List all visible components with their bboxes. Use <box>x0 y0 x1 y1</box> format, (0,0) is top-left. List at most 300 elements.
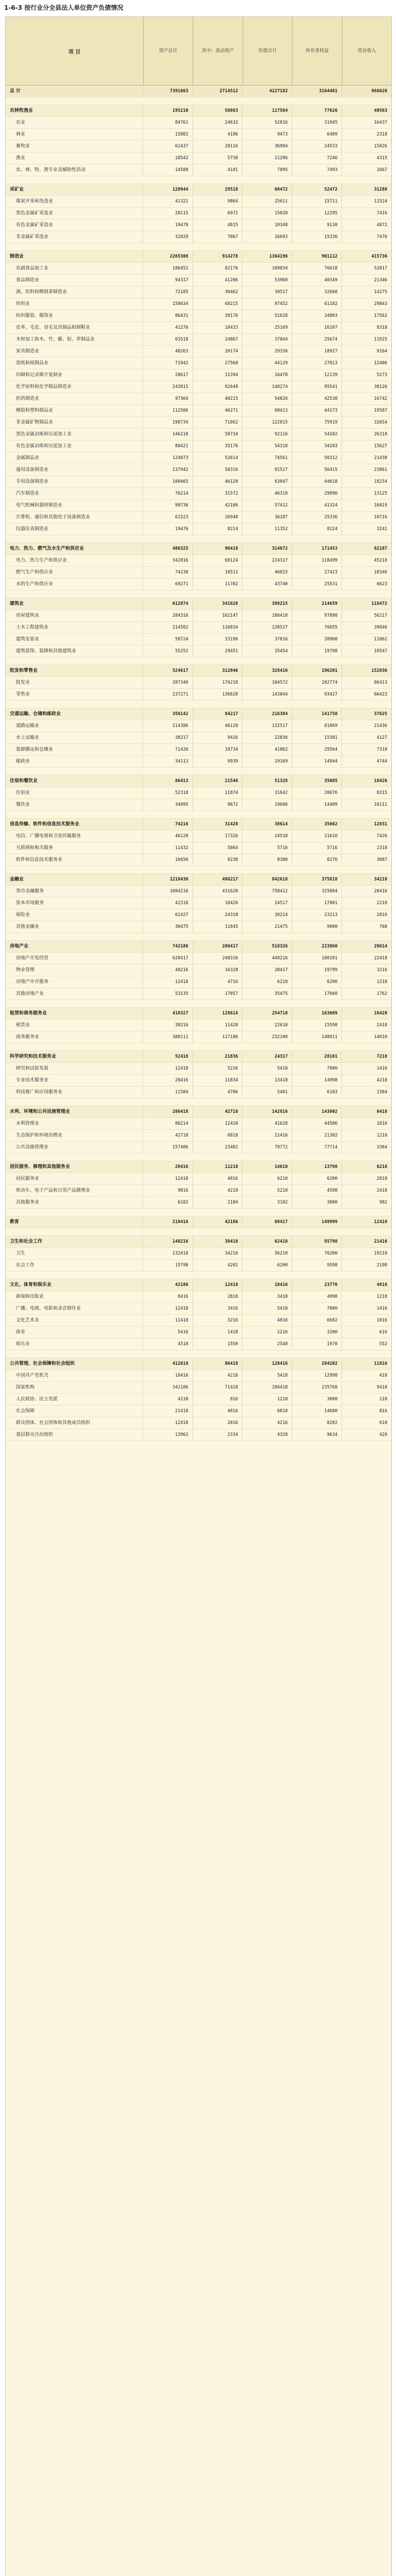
table-cell: 42318 <box>143 897 193 909</box>
table-cell: 163609 <box>292 1008 342 1019</box>
table-cell: 412618 <box>143 1358 193 1369</box>
table-cell: 9130 <box>292 219 342 231</box>
table-cell: 44173 <box>292 405 342 416</box>
table-cell: 42718 <box>143 1130 193 1141</box>
table-row <box>6 286 391 298</box>
table-row <box>6 1161 391 1173</box>
row-label: 通用设备制造业 <box>6 464 143 476</box>
table-cell: 32029 <box>143 231 193 243</box>
row-spacer <box>6 1350 391 1358</box>
table-cell: 15336 <box>292 231 342 243</box>
table-cell: 4218 <box>376 1078 387 1083</box>
table-row <box>6 1106 391 1118</box>
table-cell: 7000 <box>292 1303 342 1314</box>
table-cell: 72185 <box>143 286 193 298</box>
table-cell: 16512 <box>193 567 243 578</box>
table-cell: 97452 <box>243 298 292 310</box>
table-cell: 74238 <box>143 567 193 578</box>
table-row <box>6 152 391 164</box>
table-cell: 23482 <box>193 1142 243 1153</box>
row-spacer <box>6 243 391 251</box>
table-cell: 11782 <box>193 579 243 590</box>
table-cell: 16437 <box>374 120 387 125</box>
table-cell: 6200 <box>292 976 342 988</box>
table-cell: 21302 <box>292 1130 342 1141</box>
table-cell: 12486 <box>374 361 387 366</box>
table-cell: 198734 <box>143 417 193 428</box>
row-label: 计算机、通信和其他电子设备制造业 <box>6 512 143 523</box>
table-cell: 11925 <box>374 337 387 342</box>
table-cell: 21610 <box>292 831 342 842</box>
table-cell: 44586 <box>292 1118 342 1129</box>
table-cell: 19218 <box>374 1251 387 1256</box>
row-label: 黑色金属矿采选业 <box>6 208 143 219</box>
row-label: 建筑安装业 <box>6 634 143 645</box>
row-label: 住宿和餐饮业 <box>6 775 143 787</box>
table-cell: 51628 <box>243 310 292 321</box>
table-cell: 41324 <box>292 500 342 511</box>
row-label: 纺织业 <box>6 298 143 310</box>
table-cell: 29518 <box>193 184 243 195</box>
table-cell: 5716 <box>243 842 292 854</box>
table-row <box>6 141 391 152</box>
table-cell: 31572 <box>193 488 243 499</box>
row-label: 住宿业 <box>6 787 143 799</box>
table-cell: 116834 <box>193 622 243 633</box>
row-label: 生态保护和环境治理业 <box>6 1130 143 1141</box>
table-row <box>6 708 391 720</box>
table-cell: 28115 <box>143 208 193 219</box>
table-cell: 15826 <box>374 144 387 149</box>
table-cell: 36904 <box>243 141 292 152</box>
table-cell: 3216 <box>193 1315 243 1326</box>
table-row <box>6 1118 391 1130</box>
table-cell: 3384 <box>376 1145 387 1150</box>
table-cell: 341628 <box>193 598 243 609</box>
table-cell: 148274 <box>243 381 292 393</box>
table-row <box>6 117 391 129</box>
table-cell: 342816 <box>143 555 193 566</box>
table-row <box>6 988 391 1000</box>
row-label: 资本市场服务 <box>6 897 143 909</box>
table-cell: 2318 <box>376 132 387 137</box>
table-cell: 8238 <box>193 854 243 866</box>
table-cell: 6103 <box>292 1087 342 1098</box>
table-cell: 5864 <box>193 842 243 854</box>
table-cell: 232100 <box>243 1031 292 1043</box>
table-row <box>6 1142 391 1154</box>
table-cell: 68417 <box>243 1216 292 1228</box>
table-cell: 5216 <box>193 1063 243 1074</box>
table-cell: 46128 <box>193 476 243 487</box>
row-label: 林业 <box>6 129 143 140</box>
table-cell: 152836 <box>371 668 387 673</box>
row-spacer <box>6 1000 391 1008</box>
table-cell: 35454 <box>243 646 292 657</box>
row-spacer <box>6 933 391 941</box>
table-cell: 19169 <box>243 756 292 767</box>
table-cell: 12418 <box>143 1303 193 1314</box>
table-cell: 12295 <box>292 208 342 219</box>
table-cell: 23861 <box>374 467 387 472</box>
table-cell: 284202 <box>292 1358 342 1369</box>
table-cell: 19798 <box>292 646 342 657</box>
table-cell: 42186 <box>193 500 243 511</box>
table-cell: 982 <box>379 1200 387 1205</box>
table-cell: 186452 <box>143 263 193 274</box>
table-cell: 8276 <box>292 854 342 866</box>
table-cell: 6218 <box>376 1164 387 1170</box>
table-cell: 41862 <box>243 744 292 755</box>
header-column: 资产总计 <box>144 17 193 85</box>
table-cell: 12418 <box>143 1173 193 1184</box>
table-cell: 3164481 <box>292 86 342 97</box>
table-cell: 42538 <box>292 393 342 404</box>
table-cell: 14998 <box>292 1075 342 1086</box>
row-label: 物业管理 <box>6 964 143 976</box>
table-row <box>6 1173 391 1185</box>
table-cell: 286418 <box>143 1106 193 1117</box>
table-cell: 3216 <box>376 968 387 973</box>
table-cell: 71418 <box>193 1382 243 1393</box>
table-cell: 184572 <box>243 677 292 688</box>
row-label: 农业 <box>6 117 143 128</box>
table-cell: 31642 <box>243 787 292 799</box>
table-cell: 71426 <box>143 744 193 755</box>
table-row <box>6 646 391 657</box>
table-cell: 117186 <box>193 1031 243 1043</box>
table-row <box>6 677 391 689</box>
row-label: 机动车、电子产品和日用产品修理业 <box>6 1185 143 1196</box>
row-label: 水的生产和供应业 <box>6 579 143 590</box>
table-cell: 25531 <box>292 579 342 590</box>
table-cell: 42186 <box>143 1279 193 1291</box>
row-label: 道路运输业 <box>6 720 143 732</box>
table-cell: 98736 <box>143 500 193 511</box>
table-cell: 552 <box>379 1342 387 1347</box>
table-cell: 195210 <box>143 105 193 116</box>
table-cell: 38216 <box>143 1020 193 1031</box>
table-cell: 14409 <box>292 799 342 810</box>
table-cell: 15627 <box>374 444 387 449</box>
row-label: 人民政协、民主党派 <box>6 1394 143 1405</box>
row-label: 其他房地产业 <box>6 988 143 999</box>
table-cell: 24517 <box>243 897 292 909</box>
table-row <box>6 1087 391 1098</box>
table-cell: 76200 <box>292 1248 342 1259</box>
table-cell: 2818 <box>193 1291 243 1302</box>
table-row <box>6 567 391 579</box>
table-cell: 84761 <box>143 117 193 128</box>
table-cell: 4196 <box>193 129 243 140</box>
table-cell: 11584 <box>143 1087 193 1098</box>
table-cell: 29564 <box>292 744 342 755</box>
table-cell: 2714512 <box>193 86 243 97</box>
table-cell: 1416 <box>376 1306 387 1311</box>
table-row <box>6 1260 391 1272</box>
table-row <box>6 598 391 610</box>
table-row <box>6 1370 391 1382</box>
table-cell: 62187 <box>374 546 387 551</box>
table-cell: 45218 <box>374 558 387 563</box>
table-cell: 24632 <box>193 117 243 128</box>
table-cell: 84217 <box>193 708 243 720</box>
table-cell: 20116 <box>193 141 243 152</box>
table-cell: 27423 <box>292 567 342 578</box>
table-cell: 6182 <box>143 1197 193 1208</box>
row-spacer <box>6 657 391 665</box>
table-cell: 68124 <box>193 555 243 566</box>
table-row <box>6 452 391 464</box>
table-row <box>6 1327 391 1338</box>
row-spacer <box>6 97 391 105</box>
table-header <box>6 17 391 86</box>
table-cell: 358142 <box>143 708 193 720</box>
table-cell: 21836 <box>193 1051 243 1062</box>
table-cell: 16328 <box>193 964 243 976</box>
table-cell: 6418 <box>376 1109 387 1114</box>
table-cell: 11428 <box>193 1020 243 1031</box>
table-row <box>6 464 391 476</box>
table-cell: 618 <box>379 1420 387 1426</box>
table-cell: 21416 <box>374 1239 387 1244</box>
table-cell: 88421 <box>143 440 193 452</box>
row-label: 采矿业 <box>6 184 143 195</box>
table-cell: 8380 <box>243 854 292 866</box>
table-row <box>6 819 391 831</box>
row-label: 水上运输业 <box>6 732 143 743</box>
table-cell: 7318 <box>376 747 387 752</box>
row-label: 文化艺术业 <box>6 1315 143 1326</box>
table-cell: 81527 <box>243 464 292 476</box>
table-cell: 15798 <box>143 1260 193 1271</box>
table-cell: 76618 <box>292 263 342 274</box>
table-cell: 28101 <box>292 1051 342 1062</box>
table-cell: 29843 <box>374 301 387 307</box>
table-cell: 52318 <box>143 787 193 799</box>
row-label: 科学研究和技术服务业 <box>6 1051 143 1062</box>
table-cell: 4872 <box>376 223 387 228</box>
row-label: 互联网和相关服务 <box>6 842 143 854</box>
table-row <box>6 787 391 799</box>
table-cell: 35602 <box>292 819 342 830</box>
header-column: 营业收入 <box>357 48 376 54</box>
table-cell: 243815 <box>143 381 193 393</box>
table-cell: 34103 <box>292 440 342 452</box>
table-row <box>6 219 391 231</box>
table-cell: 37844 <box>243 334 292 345</box>
table-cell: 18416 <box>243 1279 292 1291</box>
table-cell: 66423 <box>374 692 387 697</box>
table-row <box>6 897 391 909</box>
table-row <box>6 831 391 842</box>
table-cell: 7476 <box>376 234 387 240</box>
table-cell: 34113 <box>143 756 193 767</box>
table-row <box>6 665 391 677</box>
table-cell: 30462 <box>193 286 243 298</box>
row-label: 装卸搬运和仓储业 <box>6 744 143 755</box>
table-cell: 9164 <box>376 349 387 354</box>
table-cell: 986620 <box>371 89 387 94</box>
table-cell: 46271 <box>193 405 243 416</box>
table-row <box>6 1236 391 1248</box>
table-cell: 4818 <box>376 1282 387 1287</box>
row-label: 电力、热力、燃气及水生产和供应业 <box>6 543 143 554</box>
table-row <box>6 1291 391 1303</box>
row-label: 非金属矿采选业 <box>6 231 143 243</box>
table-cell: 24317 <box>243 1051 292 1062</box>
table-cell: 3418 <box>243 1291 292 1302</box>
table-cell: 1364196 <box>243 251 292 262</box>
table-cell: 149999 <box>292 1216 342 1228</box>
table-cell: 46128 <box>143 831 193 842</box>
table-cell: 6623 <box>376 582 387 587</box>
table-cell: 132418 <box>143 1248 193 1259</box>
table-cell: 4315 <box>376 156 387 161</box>
header-item-column: 项 目 <box>6 17 144 85</box>
row-label: 公共管理、社会保障和社会组织 <box>6 1358 143 1369</box>
row-label: 建筑业 <box>6 598 143 609</box>
table-cell: 11296 <box>243 152 292 164</box>
table-row <box>6 1279 391 1291</box>
row-label: 广播、电视、电影和录音制作业 <box>6 1303 143 1314</box>
table-cell: 54318 <box>243 440 292 452</box>
table-cell: 20676 <box>292 787 342 799</box>
table-cell: 29451 <box>193 646 243 657</box>
row-label: 金属制品业 <box>6 452 143 464</box>
row-label: 制造业 <box>6 251 143 262</box>
table-row <box>6 208 391 219</box>
table-cell: 6602 <box>292 1315 342 1326</box>
table-row <box>6 921 391 933</box>
table-cell: 5218 <box>243 1185 292 1196</box>
table-cell: 38418 <box>193 1236 243 1247</box>
table-cell: 1550 <box>193 1338 243 1350</box>
table-cell: 15381 <box>292 732 342 743</box>
table-cell: 27568 <box>193 358 243 369</box>
table-cell: 9416 <box>193 732 243 743</box>
row-label: 专业技术服务业 <box>6 1075 143 1086</box>
table-cell: 21418 <box>143 1405 193 1417</box>
table-row <box>6 184 391 196</box>
table-cell: 4328 <box>243 1429 292 1440</box>
table-row <box>6 756 391 768</box>
row-label: 建筑装饰、装修和其他建筑业 <box>6 646 143 657</box>
table-cell: 52472 <box>292 184 342 195</box>
table-cell: 4218 <box>193 1370 243 1381</box>
table-cell: 4218 <box>143 1394 193 1405</box>
table-cell: 486217 <box>193 874 243 885</box>
row-label: 房地产开发经营 <box>6 953 143 964</box>
table-cell: 7095 <box>243 164 292 176</box>
table-cell: 86413 <box>143 775 193 787</box>
row-label: 纺织服装、服饰业 <box>6 310 143 321</box>
table-row <box>6 231 391 243</box>
table-cell: 17801 <box>292 897 342 909</box>
row-label: 煤炭开采和洗选业 <box>6 196 143 207</box>
table-cell: 7000 <box>292 1063 342 1074</box>
header-column: 其中：流动资产 <box>193 17 243 85</box>
table-cell: 97364 <box>143 393 193 404</box>
table-cell: 4816 <box>193 1173 243 1184</box>
table-row <box>6 196 391 208</box>
table-row <box>6 579 391 590</box>
table-cell: 17057 <box>193 988 243 999</box>
row-label: 其他服务业 <box>6 1197 143 1208</box>
table-cell: 141758 <box>292 708 342 720</box>
table-row <box>6 953 391 964</box>
table-cell: 136628 <box>193 689 243 700</box>
table-cell: 6218 <box>243 1173 292 1184</box>
table-cell: 14010 <box>374 1035 387 1040</box>
row-label: 基层群众自治组织 <box>6 1429 143 1440</box>
table-cell: 28417 <box>243 964 292 976</box>
table-row <box>6 263 391 275</box>
table-cell: 4216 <box>243 1417 292 1429</box>
row-label: 批发和零售业 <box>6 665 143 676</box>
table-cell: 628417 <box>143 953 193 964</box>
table-cell: 162147 <box>193 610 243 621</box>
row-spacer <box>6 1209 391 1216</box>
table-cell: 25336 <box>292 512 342 523</box>
table-cell: 5418 <box>243 1303 292 1314</box>
table-cell: 19478 <box>143 219 193 231</box>
table-cell: 25674 <box>292 334 342 345</box>
table-cell: 71862 <box>193 417 243 428</box>
table-cell: 146218 <box>143 429 193 440</box>
table-cell: 138527 <box>243 622 292 633</box>
table-cell: 38214 <box>243 909 292 921</box>
table-cell: 74561 <box>243 452 292 464</box>
table-cell: 69271 <box>143 579 193 590</box>
row-spacer <box>6 768 391 775</box>
row-label: 金融业 <box>6 874 143 885</box>
table-cell: 46318 <box>243 488 292 499</box>
row-label: 新闻和出版业 <box>6 1291 143 1302</box>
row-spacer <box>6 1043 391 1051</box>
table-cell: 1218 <box>243 1394 292 1405</box>
table-cell: 28614 <box>374 944 387 949</box>
row-label: 卫生 <box>6 1248 143 1259</box>
table-cell: 186418 <box>243 610 292 621</box>
table-row <box>6 405 391 417</box>
table-row <box>6 164 391 176</box>
table-row <box>6 689 391 701</box>
table-cell: 4598 <box>292 1185 342 1196</box>
table-row <box>6 488 391 500</box>
table-row <box>6 1008 391 1020</box>
table-cell: 21546 <box>193 775 243 787</box>
table-cell: 50312 <box>292 452 342 464</box>
table-cell: 398215 <box>243 598 292 609</box>
table-cell: 7416 <box>376 211 387 216</box>
table-row <box>6 1382 391 1394</box>
table-cell: 17660 <box>292 988 342 999</box>
row-label: 电气机械和器材制造业 <box>6 500 143 511</box>
row-label: 交通运输、仓储和邮政业 <box>6 708 143 720</box>
table-row <box>6 1031 391 1043</box>
row-label: 卫生和社会工作 <box>6 1236 143 1247</box>
table-row <box>6 476 391 488</box>
row-spacer <box>6 590 391 598</box>
table-cell: 19476 <box>143 523 193 535</box>
row-label: 社会工作 <box>6 1260 143 1271</box>
table-cell: 62418 <box>243 1236 292 1247</box>
table-cell: 13125 <box>374 491 387 496</box>
table-cell: 2318 <box>376 845 387 851</box>
table-cell: 96418 <box>193 543 243 554</box>
table-cell: 24867 <box>193 334 243 345</box>
